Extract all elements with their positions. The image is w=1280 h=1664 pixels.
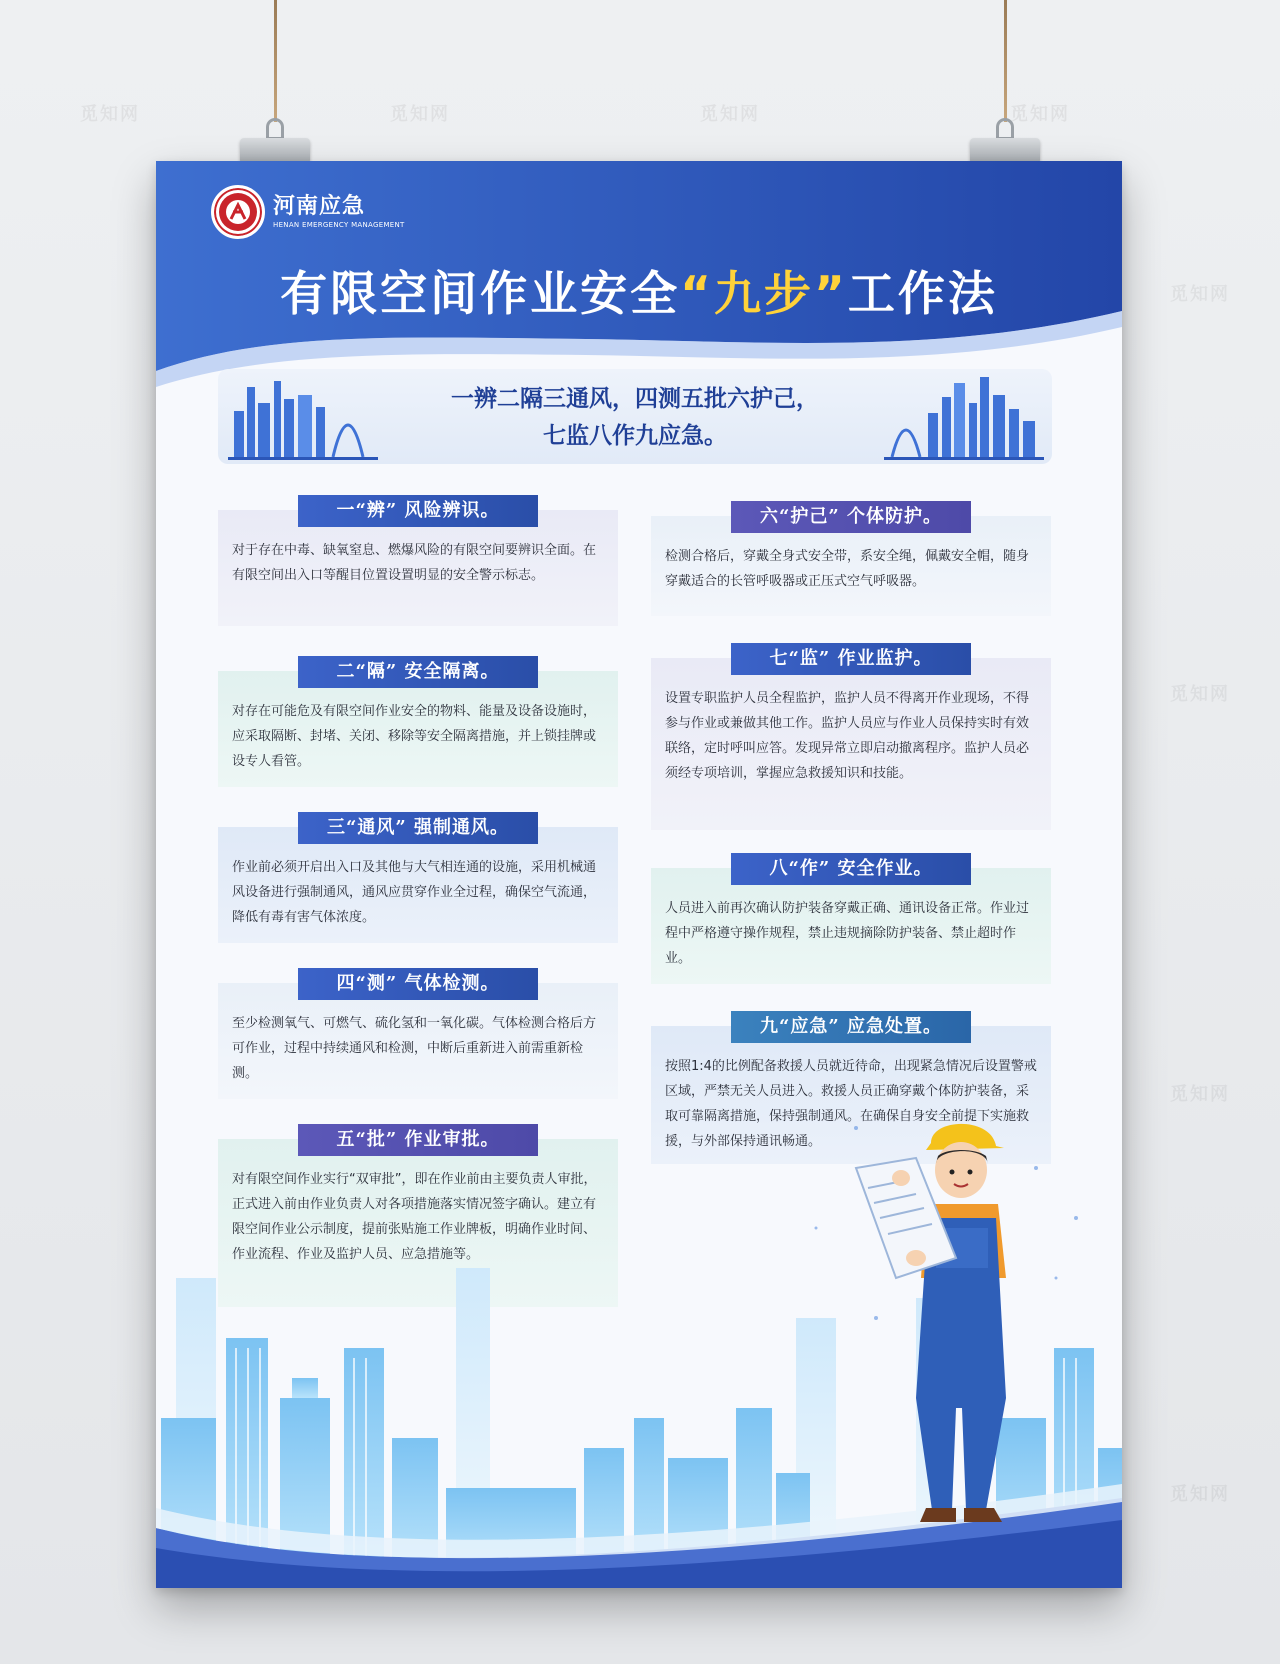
step-title-3: 三“通风” 强制通风。 (298, 812, 538, 844)
step-body-8: 人员进入前再次确认防护装备穿戴正确、通讯设备正常。作业过程中严格遵守操作规程，禁止违规摘除防护装备、禁止超时作业。 (651, 868, 1051, 984)
hanging-string-right (1004, 0, 1007, 122)
step-title-4: 四“测” 气体检测。 (298, 968, 538, 1000)
step-body-5: 对有限空间作业实行“双审批”，即在作业前由主要负责人审批，正式进入前由作业负责人对各项措施落实情况签字确认。建立有限空间作业公示制度，提前张贴施工作业牌板，明确作业时间、作业流程、作业及监护人员、应急措施等。 (218, 1139, 618, 1307)
step-title-5: 五“批” 作业审批。 (298, 1124, 538, 1156)
watermark: 觅知网 (1170, 1084, 1230, 1105)
worker-illustration (856, 1124, 1006, 1522)
step-body-4: 至少检测氧气、可燃气、硫化氢和一氧化碳。气体检测合格后方可作业，过程中持续通风和检测，中断后重新进入前需重新检测。 (218, 983, 618, 1099)
step-body-7: 设置专职监护人员全程监护，监护人员不得离开作业现场，不得参与作业或兼做其他工作。监护人员应与作业人员保持实时有效联络，定时呼叫应答。发现异常立即启动撤离程序。监护人员必须经专项培训，掌握应急救援知识和技能。 (651, 658, 1051, 830)
watermark: 觅知网 (1170, 684, 1230, 705)
step-body-2: 对存在可能危及有限空间作业安全的物料、能量及设备设施时，应采取隔断、封堵、关闭、移除等安全隔离措施，并上锁挂牌或设专人看管。 (218, 671, 618, 787)
emergency-emblem-icon (211, 185, 265, 239)
watermark: 觅知网 (1170, 284, 1230, 305)
watermark: 觅知网 (80, 104, 140, 125)
footer-cityscape-illustration (156, 1108, 1122, 1588)
step-body-3: 作业前必须开启出入口及其他与大气相连通的设施，采用机械通风设备进行强制通风，通风应贯穿作业全过程，确保空气流通，降低有毒有害气体浓度。 (218, 827, 618, 943)
step-body-9: 按照1:4的比例配备救援人员就近待命，出现紧急情况后设置警戒区域，严禁无关人员进入。救援人员正确穿戴个体防护装备，采取可靠隔离措施，保持强制通风。在确保自身安全前提下实施救援，与外部保持通讯畅通。 (651, 1026, 1051, 1164)
watermark: 觅知网 (1170, 1484, 1230, 1505)
step-title-9: 九“应急” 应急处置。 (731, 1011, 971, 1043)
slogan-text (218, 381, 1052, 455)
step-title-2: 二“隔” 安全隔离。 (298, 656, 538, 688)
slogan-line-1: 一辨二隔三通风，四测五批六护己， (451, 386, 819, 412)
hanging-string-left (274, 0, 277, 122)
poster (156, 161, 1122, 1588)
title-pre: 有限空间作业安全 (280, 267, 681, 322)
step-title-7: 七“监” 作业监护。 (731, 643, 971, 675)
watermark: 觅知网 (1010, 104, 1070, 125)
step-title-6: 六“护己” 个体防护。 (731, 501, 971, 533)
title-post: 工作法 (847, 267, 998, 322)
step-body-6: 检测合格后，穿戴全身式安全带，系安全绳，佩戴安全帽，随身穿戴适合的长管呼吸器或正压式空气呼吸器。 (651, 516, 1051, 616)
slogan-line-2: 七监八作九应急。 (543, 423, 727, 449)
slogan-banner (218, 369, 1052, 464)
logo (211, 185, 405, 239)
watermark: 觅知网 (700, 104, 760, 125)
step-title-1: 一“辨” 风险辨识。 (298, 495, 538, 527)
watermark: 觅知网 (390, 104, 450, 125)
step-title-8: 八“作” 安全作业。 (731, 853, 971, 885)
step-body-1: 对于存在中毒、缺氧窒息、燃爆风险的有限空间要辨识全面。在有限空间出入口等醒目位置设置明显的安全警示标志。 (218, 510, 618, 626)
title-highlight: “九步” (680, 267, 848, 322)
logo-english-name: HENAN EMERGENCY MANAGEMENT (273, 221, 405, 229)
logo-name: 河南应急 (273, 194, 366, 219)
page-title (156, 257, 1122, 324)
